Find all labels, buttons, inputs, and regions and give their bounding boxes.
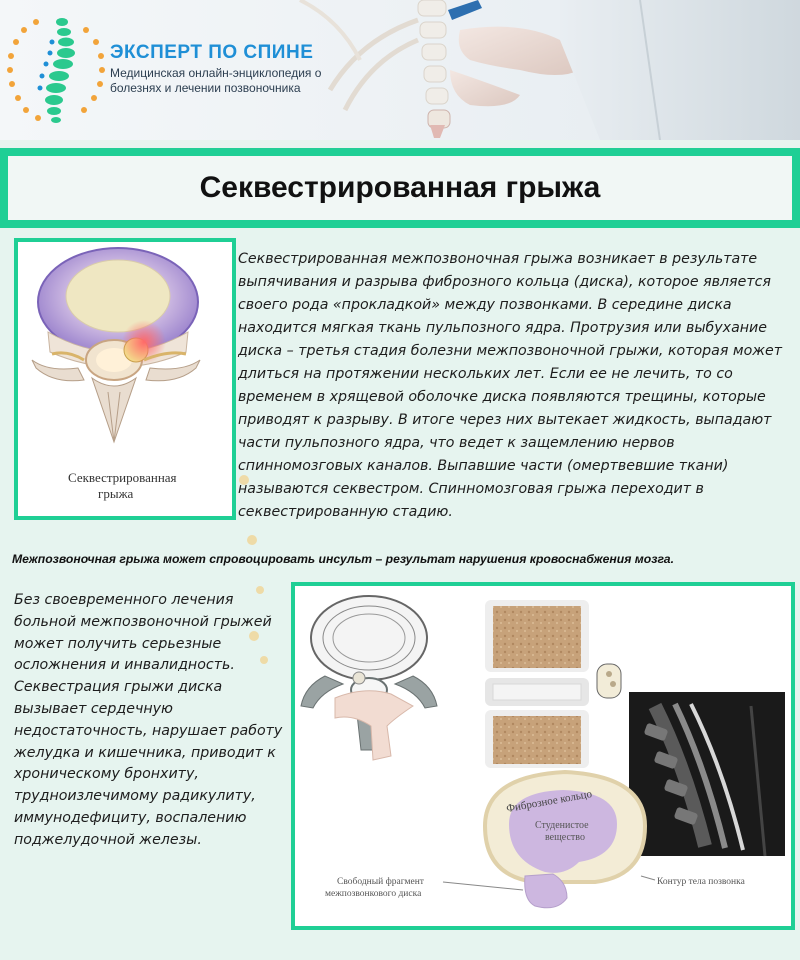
label-fibrous-ring: Фиброзное кольцо: [505, 788, 593, 815]
sequestered-hernia-illustration: [18, 242, 232, 516]
illustration-caption-line2: грыжа: [98, 486, 134, 501]
label-fragment-line1: Свободный фрагмент: [337, 877, 424, 887]
brand-subtitle: Медицинская онлайн-энциклопедия о болезнях и лечении позвоночника: [110, 66, 322, 95]
disc-anatomy-illustration-frame: [291, 582, 795, 930]
label-vertebra-contour: Контур тела позвонка: [657, 877, 745, 887]
site-header: [0, 0, 800, 140]
label-fragment-line2: межпозвонкового диска: [325, 889, 422, 899]
brand-title[interactable]: ЭКСПЕРТ ПО СПИНЕ: [110, 42, 314, 63]
title-bar: [0, 148, 800, 228]
stroke-warning-note: Межпозвоночная грыжа может спровоцировать инсульт – результат нарушения кровоснабжения мозга.: [12, 552, 674, 566]
disc-anatomy-illustration: [295, 586, 791, 926]
herniation-illustration-frame: [14, 238, 236, 520]
title-panel: [8, 156, 792, 220]
page-title: Секвестрированная грыжа: [199, 171, 601, 204]
label-nucleus-line1: Студенистое: [535, 820, 589, 831]
complications-paragraph: Без своевременного лечения больной межпозвоночной грыжей может получить серьезные осложнения и инвалидность. Секвестрация грыжи диска вызывает сердечную недостаточность, нарушает работу желудка и кишечника, приводит к хроническому бронхиту, трудноизлечимому радикулиту, иммунодефициту, воспалению поджелудочной железы.: [14, 592, 283, 848]
label-nucleus-line2: вещество: [545, 832, 585, 843]
spine-logo-icon: [6, 10, 106, 130]
intro-paragraph: Секвестрированная межпозвоночная грыжа возникает в результате выпячивания и разрыва фиброзного кольца (диска), которое является своего рода «прокладкой» между позвонками. В середине диска находится мягкая ткань пульпозного ядра. Протрузия или выбухание диска – третья стадия болезни межпозвоночной грыжи, которая может длиться на протяжении нескольких лет. Если ее не лечить, то со временем в хрящевой оболочке диска появляются трещины, которые приводят к разрыву. В итоге через них вытекает жидкость, выпадают части пульпозного ядра, что ведет к защемлению нервов спинномозговых каналов. Выпавшие части (омертвевшие ткани) называются секвестром. Спинномозговая грыжа переходит в секвестрированную стадию.: [238, 251, 783, 520]
illustration-caption-line1: Секвестрированная: [68, 470, 177, 485]
